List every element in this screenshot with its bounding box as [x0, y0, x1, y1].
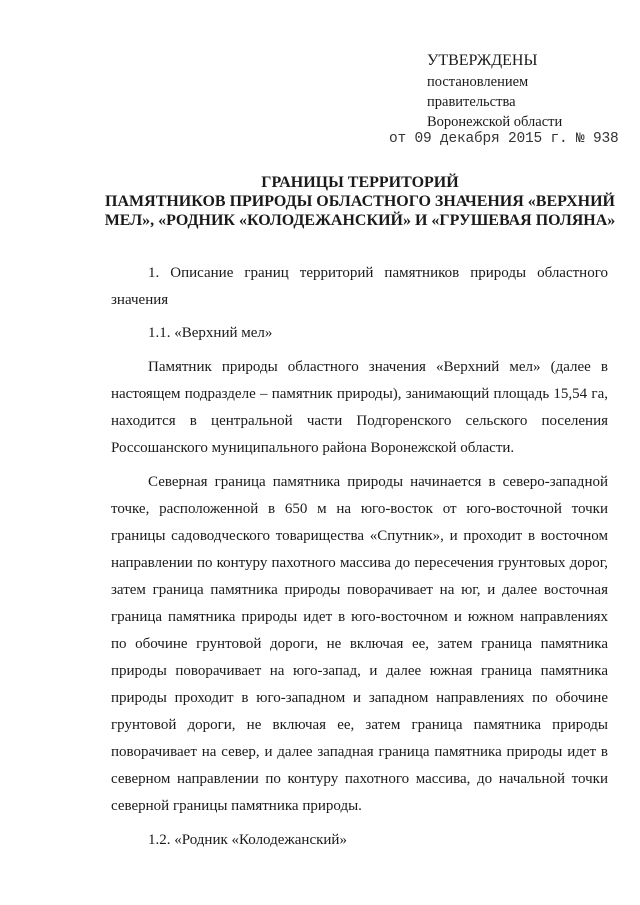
subsection-1-2-heading: 1.2. «Родник «Колодежанский»: [148, 832, 347, 848]
approval-date-number: от 09 декабря 2015 г. № 938: [389, 131, 619, 147]
approval-heading: УТВЕРЖДЕНЫ: [427, 52, 538, 69]
title-line-2: ПАМЯТНИКОВ ПРИРОДЫ ОБЛАСТНОГО ЗНАЧЕНИЯ «ВЕРХНИЙ: [105, 193, 615, 210]
approval-line-2: правительства: [427, 94, 516, 110]
title-line-3: МЕЛ», «РОДНИК «КОЛОДЕЖАНСКИЙ» И «ГРУШЕВАЯ ПОЛЯНА»: [104, 212, 616, 229]
paragraph-monument-description: Памятник природы областного значения «Верхний мел» (далее в настоящем подразделе – памятник природы), занимающий площадь 15,54 га, находится в центральной части Подгоренского сельского поселения Россошанского муниципального района Воронежской области.: [111, 359, 608, 456]
subsection-1-1-heading: 1.1. «Верхний мел»: [148, 325, 273, 341]
paragraph-boundary-description: Северная граница памятника природы начинается в северо-западной точке, расположенной в 650 м на юго-восток от юго-восточной точки границы садоводческого товарищества «Спутник», и проходит в восточном направлении по контуру пахотного массива до пересечения грунтовых дорог, затем граница памятника природы поворачивает на юг, и далее восточная граница памятника природы идет в юго-восточном и южном направлениях по обочине грунтовой дороги, не включая ее, затем граница памятника природы поворачивает на юго-запад, и далее южная граница памятника природы проходит в юго-западном и западном направлениях по обочине грунтовой дороги, не включая ее, затем граница памятника природы поворачивает на север, и далее западная граница памятника природы идет в северном направлении по контуру пахотного массива, до начальной точки северной границы памятника природы.: [111, 474, 608, 814]
section-1-heading: 1. Описание границ территорий памятников природы областного значения: [111, 265, 608, 308]
document-title: [90, 173, 630, 230]
document-body: [111, 260, 608, 861]
title-line-1: ГРАНИЦЫ ТЕРРИТОРИЙ: [261, 174, 459, 191]
approval-line-1: постановлением: [427, 74, 529, 90]
approval-block: [389, 50, 627, 147]
approval-line-3: Воронежской области: [427, 114, 563, 130]
